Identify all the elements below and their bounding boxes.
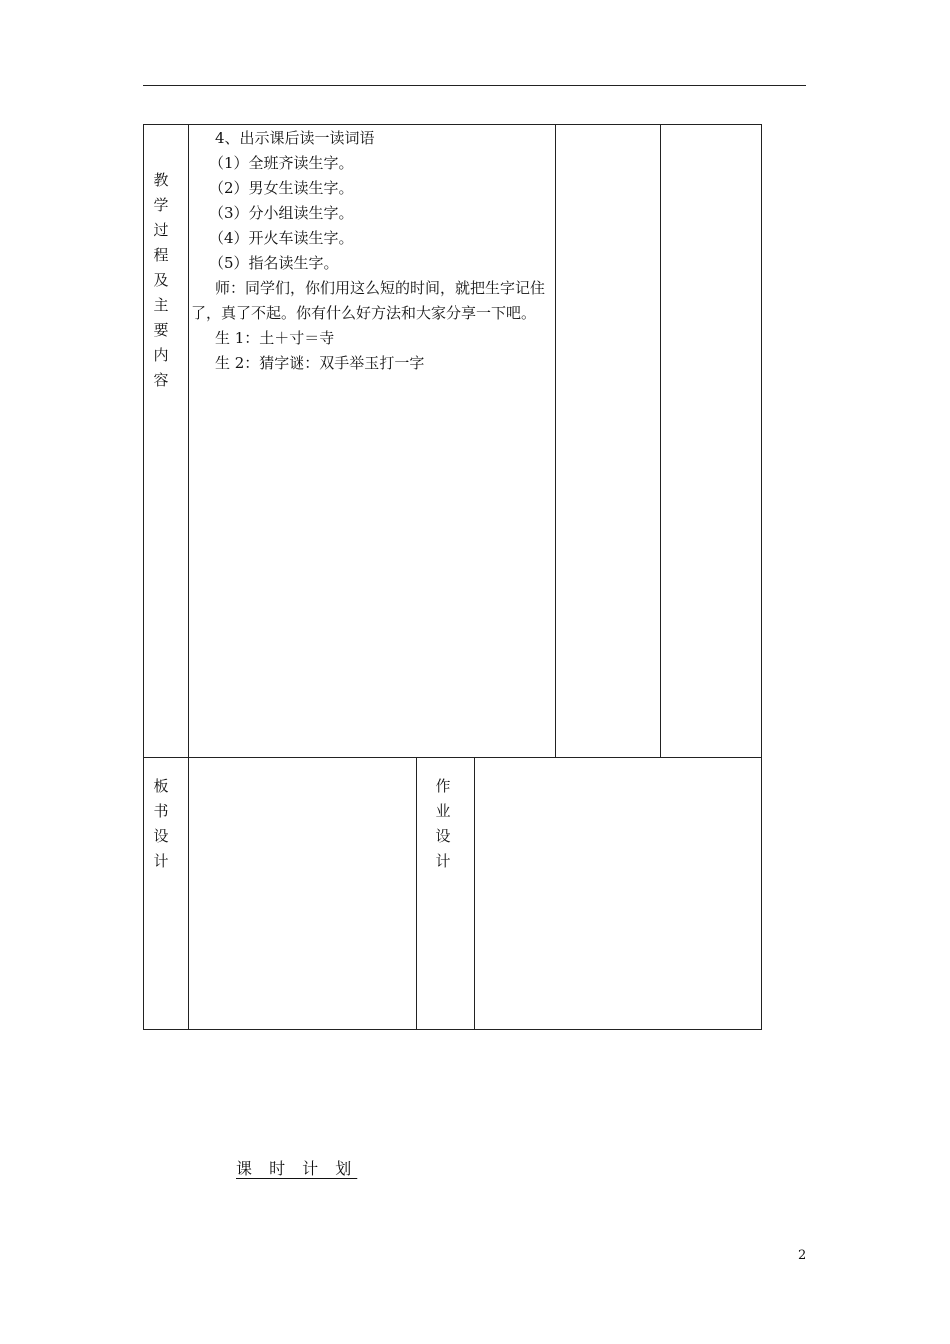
board-design-label: 板书设计: [153, 777, 169, 870]
column-divider-c: [416, 757, 417, 1030]
table-border-top: [143, 124, 762, 125]
page-number: 2: [798, 1248, 807, 1263]
column-divider-d: [474, 757, 475, 1030]
content-line: （3）分小组读生字。: [209, 204, 354, 222]
table-border-bottom: [143, 1029, 762, 1030]
content-line: （4）开火车读生字。: [209, 229, 354, 247]
column-divider-a: [555, 124, 556, 757]
table-border-left: [143, 124, 144, 1030]
lesson-plan-title: 课 时 计 划: [236, 1159, 358, 1178]
content-line: 生 1：土＋寸＝寺: [215, 329, 335, 347]
process-label: 教学过程及主要内容: [153, 171, 169, 389]
content-line: 4、出示课后读一读词语: [215, 129, 375, 147]
content-line: 生 2：猜字谜：双手举玉打一字: [215, 354, 425, 372]
content-line: （2）男女生读生字。: [209, 179, 354, 197]
content-line: （1）全班齐读生字。: [209, 154, 354, 172]
row-divider: [143, 757, 762, 758]
homework-design-label: 作业设计: [435, 777, 451, 870]
label-column-divider: [188, 124, 189, 1030]
content-line: （5）指名读生字。: [209, 254, 339, 272]
table-border-right: [761, 124, 762, 1030]
column-divider-b: [660, 124, 661, 757]
lesson-content: [191, 126, 551, 376]
content-paragraph: 师：同学们，你们用这么短的时间，就把生字记住了，真了不起。你有什么好方法和大家分享一下吧。: [191, 279, 546, 322]
header-rule: [143, 85, 806, 86]
